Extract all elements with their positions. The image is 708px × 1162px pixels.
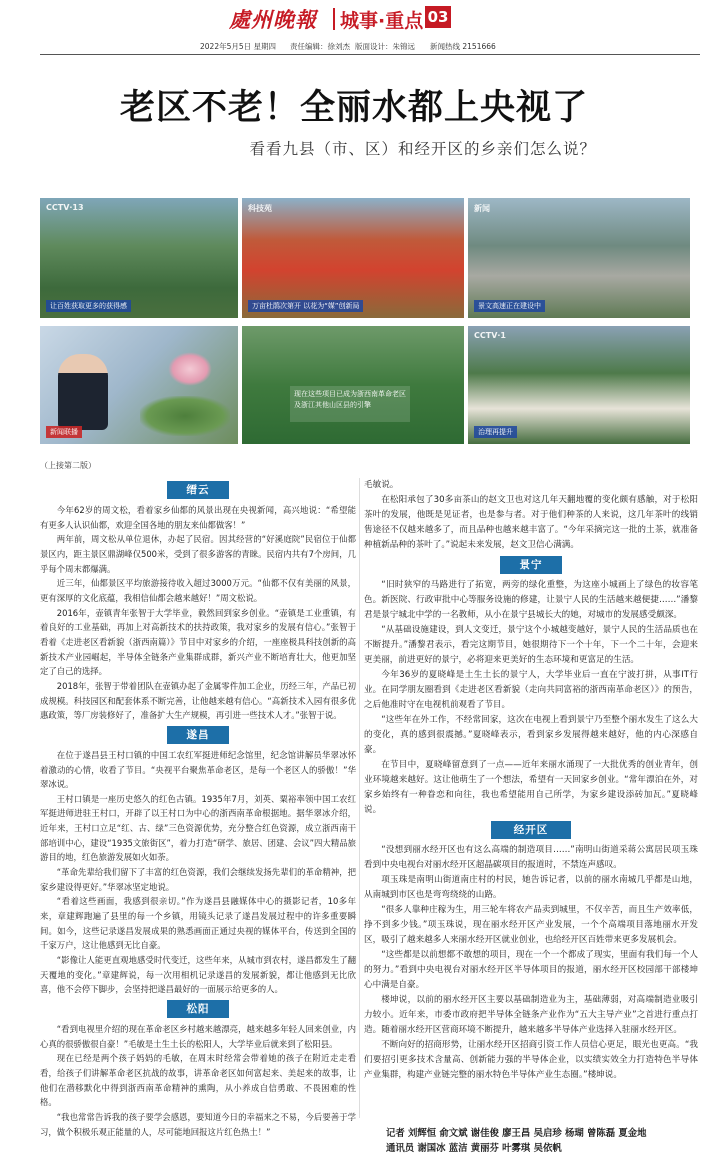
paragraph: “从基础设施建设，到人文变迁，景宁这个小城越变越好，景宁人民的生活品质也在不断提升。”潘黎君表示，看完这期节目，她很期待下一个十年，下一个二十年，会迎来更美丽，前进更好的景宁，必将迎来更美好的生态环境和更富足的生活。 xyxy=(364,625,698,665)
issue-date: 2022年5月5日 星期四 xyxy=(200,42,277,51)
editor-credit: 责任编辑：徐刘杰 xyxy=(290,42,350,51)
paragraph: 现在已经是两个孩子妈妈的毛敏，在周末时经常会带着她的孩子在附近走走看看，给孩子们讲解革命老区抗战的故事，讲革命老区如何富起来、美起来的故事，让他们在潜移默化中得到浙西南革命精神的熏陶，从小养成自信勇敢、不畏困难的性格。 xyxy=(40,1053,356,1108)
correspondents-line: 通讯员 谢国冰 蓝洁 黄丽芬 叶雾琪 吴依帆 xyxy=(386,1143,562,1154)
layout-credit: 版面设计：朱锦远 xyxy=(355,42,415,51)
headline: 老区不老！全丽水都上央视了 xyxy=(119,88,588,128)
lotus-leaf xyxy=(140,396,230,436)
paragraph: 项玉珠是南明山街道南庄村的村民，她告诉记者，以前的丽水南城几乎都是山地，从南城到市区也是弯弯绕绕的山路。 xyxy=(364,875,698,900)
paragraph: 近三年，仙都景区平均旅游接待收入超过3000万元。“仙都不仅有美丽的风景，更有深厚的文化底蕴，我相信仙都会越来越好！”周文松说。 xyxy=(40,578,356,603)
section-heading-jingning: 景宁 xyxy=(500,556,562,574)
paragraph: “没想到丽水经开区也有这么高端的制造项目……”南明山街道采蒋公寓居民项玉珠看到中央电视台对丽水经开区超晶碳项目的报道时，不禁连声感叹。 xyxy=(364,845,698,870)
paragraph: “革命先辈给我们留下了丰富的红色资源，我们会继续发扬先辈们的革命精神，把家乡建设得更好。”华翠冰坚定地说。 xyxy=(40,867,356,892)
photo-mountain-village xyxy=(468,326,690,444)
paragraph: 楼坤说，以前的丽水经开区主要以基础制造业为主，基础薄弱，对高端制造业吸引力较小。近年来，市委市政府把半导体全链条产业作为“五大主导产业”之首进行重点打造。随着丽水经开区营商环境不断提升，越来越多半导体产业选择入驻丽水经开区。 xyxy=(364,995,698,1035)
photo-caption: 新闻联播 xyxy=(46,426,82,438)
masthead-divider xyxy=(333,8,335,30)
paragraph: 2018年，张智于带着团队在壶镇办起了金属零件加工企业，历经三年，产品已初成规模。科技园区和配套体系不断完善，让他越来越有信心。“高新技术入园有很多优惠政策，等厂房装修好了，准备扩大生产规模，再引进一些技术人才。”张智于说。 xyxy=(40,680,356,721)
masthead xyxy=(0,0,708,42)
continued-label: （上接第二版） xyxy=(40,461,96,470)
photo-news-anchor xyxy=(40,326,238,444)
paragraph: 今年36岁的夏晓峰是土生土长的景宁人，大学毕业后一直在宁波打拼，从事IT行业。在同学朋友圈看到《走进老区看新貌（走向共同富裕的浙西南革命老区）》的预告，之后他准时守在电视机前观看了节目。 xyxy=(364,670,698,710)
paragraph: 在松阳承包了30多亩茶山的赵文卫也对这几年天翻地覆的变化颇有感触，对于松阳茶叶的发展，他既是见证者，也是参与者。对于他们种茶的人来说，这几年茶叶的线销售途径不仅越来越多了，而且品种也越来越丰富了。“今年采摘完这一批的土茶，就准备种植新品种的茶叶了。”说起未来发展，赵文卫信心满满。 xyxy=(364,495,698,550)
tv-logo: CCTV·1 xyxy=(474,331,506,340)
paragraph: “我也常常告诉我的孩子要学会感恩，要知道今日的幸福来之不易，今后要善于学习，做个积极乐观正能量的人，尽可能地回报这片红色热土！” xyxy=(40,1111,356,1137)
paragraph: 不断向好的招商形势，让丽水经开区招商引资工作人员信心更足，眼光也更高。“我们要招引更多技术含量高、创新能力强的半导体企业，以实绩实效全力打造特色半导体产业集群，构建产业链完整的丽水特色半导体产业生态圈。”楼坤说。 xyxy=(364,1040,698,1080)
article-column-left xyxy=(40,478,356,1139)
tv-logo: CCTV·13 xyxy=(46,203,84,212)
paragraph: 2016年，壶镇青年张智于大学毕业，毅然回到家乡创业。“壶镇是工业重镇，有着良好的工业基础，再加上对高新技术的扶持政策，我对家乡的发展有信心。”张智于看着《走进老区看新貌（浙西南篇）》节目中对家乡的介绍，一座座极具科技创新的高新技术产业园崛起，半导体全链条产业集群成群，新兴产业不断培育壮大，他更加坚定了自己的选择。 xyxy=(40,607,356,677)
photo-azalea-fields xyxy=(242,198,464,318)
paragraph: 今年62岁的周文松，看着家乡仙都的风景出现在央视新闻，高兴地说：“希望能有更多人认识仙都，欢迎全国各地的朋友来仙都做客！” xyxy=(40,505,356,530)
subheadline: 看看九县（市、区）和经开区的乡亲们怎么说？ xyxy=(249,140,596,158)
paragraph: “影像让人能更直观地感受时代变迁，这些年来，从城市到农村，遂昌都发生了翻天覆地的变化。”章建辉说，每一次用相机记录遂昌的发展新貌，都让他感到无比欣喜，他不会停下脚步，会坚持把遂昌最好的一面展示给更多的人。 xyxy=(40,955,356,995)
photo-caption: 万亩杜鹃次第开 以花为“媒”创新局 xyxy=(248,300,363,312)
paragraph: 在节目中，夏晓峰留意到了一点——近年来丽水涌现了一大批优秀的创业青年，创业环境越来越好。这让他萌生了一个想法，希望有一天回家乡创业。“常年漂泊在外，对家乡始终有一种眷恋和向往，我也希望能用自己所学，为家乡建设添砖加瓦。”夏晓峰说。 xyxy=(364,760,698,815)
article-column-right xyxy=(364,478,698,1083)
photo-green-hills xyxy=(242,326,464,444)
column-divider xyxy=(359,478,360,1118)
tv-logo: 科技苑 xyxy=(248,204,272,213)
news-anchor xyxy=(58,354,108,430)
tv-logo: 新闻 xyxy=(474,204,490,213)
section-heading-suichang: 遂昌 xyxy=(167,726,229,744)
photo-cctv13-village xyxy=(40,198,238,318)
page-number: 03 xyxy=(425,6,451,28)
photo-overlay-text: 现在这些项目已成为浙西南革命老区及浙江其他山区县的引擎 xyxy=(290,386,410,422)
news-hotline: 新闻热线 2151666 xyxy=(430,42,496,51)
paragraph: “看到电视里介绍的现在革命老区乡村越来越漂亮，越来越多年轻人回来创业，内心真的很骄傲很自豪！”毛敏是土生土长的松阳人，大学毕业后就来到了松阳县。 xyxy=(40,1024,356,1049)
paragraph: “旧时狭窄的马路进行了拓宽，两旁的绿化重整，为这座小城画上了绿色的妆容笔色。新医院、行政审批中心等服务设施的修建，让景宁人民的生活越来越便捷……”潘黎君是景宁城北中学的一名教师，从小在景宁县城长大的她，对城市的发展感受颇深。 xyxy=(364,580,698,620)
header-rule xyxy=(40,54,700,55)
paragraph: 王村口镇是一座历史悠久的红色古镇。1935年7月，刘英、粟裕率领中国工农红军挺进师进驻王村口，开辟了以王村口为中心的浙西南革命根据地。据华翠冰介绍，近年来，王村口立足“红、古、绿”三色资源优势，充分整合红色资源，成立浙西南干部培训中心，建设“1935文旅街区”，着力打造“研学、旅居、团建、会议”四大精品旅游目的地，红色旅游发展如火如荼。 xyxy=(40,793,356,863)
paragraph: “看着这些画面，我感到很亲切。”作为遂昌县融媒体中心的摄影记者，10多年来，章建辉跑遍了县里的每一个乡镇，用镜头记录了遂昌发展过程中的许多重要瞬间。如今，这些记录遂昌发展成果的熟悉画面正通过央视的媒体平台，传送到全国的千家万户，这让他感到无比自豪。 xyxy=(40,896,356,951)
reporter-credits xyxy=(386,1126,696,1156)
photo-caption: 治理再提升 xyxy=(474,426,517,438)
paragraph: 毛敏说。 xyxy=(364,480,399,490)
paragraph: “很多人靠种庄稼为生，用三轮车将农产品卖到城里，不仅辛苦，而且生产效率低，挣不到多少钱。”项玉珠说，现在丽水经开区产业发展，一个个高端项目落地丽水开发区，吸引了越来越多人来丽水经开区就业创业，也给经开区百姓带来更多发展机会。 xyxy=(364,905,698,945)
paragraph: “这些都是以前想都不敢想的项目，现在一个一个都成了现实，里面有我们每一个人的努力。”看到中央电视台对丽水经开区半导体项目的报道，丽水经开区校园部干部楼坤心中满是自豪。 xyxy=(364,950,698,990)
paragraph: 在位于遂昌县王村口镇的中国工农红军挺进师纪念馆里，纪念馆讲解员华翠冰怀着激动的心情，收看了节目。“央视平台聚焦革命老区，是每一个老区人的骄傲！”华翠冰说。 xyxy=(40,749,356,790)
section-heading-jingkaiqu: 经开区 xyxy=(491,821,571,839)
reporters-line: 记者 刘辉恒 俞文斌 谢佳俊 廖王昌 吴启珍 杨瑚 曾陈磊 夏金地 xyxy=(386,1128,647,1139)
section-heading-jinyun: 缙云 xyxy=(167,481,229,499)
photo-caption: 让百姓获取更多的获得感 xyxy=(46,300,131,312)
paragraph: “这些年在外工作，不经常回家，这次在电视上看到景宁乃至整个丽水发生了这么大的变化，真的感到很震撼。”夏晓峰表示，看到家乡发展得越来越好，他的内心深感自豪。 xyxy=(364,715,698,755)
lotus-flower xyxy=(168,352,212,386)
photo-caption: 景文高速正在建设中 xyxy=(474,300,545,312)
photo-expressway-town xyxy=(468,198,690,318)
paragraph: 两年前，周文松从单位退休，办起了民宿。因其经营的“好溪庭院”民宿位于仙都景区内，距主景区鼎湖峰仅500米，受到了很多游客的青睐。民宿内共有7个房间，几乎每个周末都爆满。 xyxy=(40,534,356,574)
section-heading-songyang: 松阳 xyxy=(167,1000,229,1018)
section-title: 城事·重点 xyxy=(340,10,424,32)
newspaper-logo: 處州晚報 xyxy=(229,7,317,32)
